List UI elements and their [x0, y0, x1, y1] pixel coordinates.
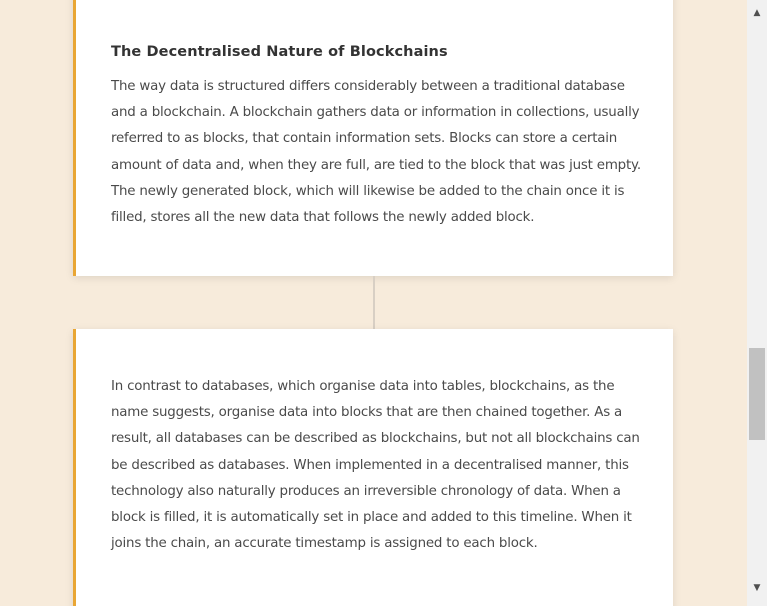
- blockchain-card-1: [73, 0, 673, 276]
- scroll-down-icon[interactable]: ▼: [753, 583, 761, 593]
- vertical-scrollbar[interactable]: [747, 0, 767, 606]
- scrollbar-thumb[interactable]: [749, 348, 765, 440]
- card-body-text: In contrast to databases, which organise data into tables, blockchains, as the name suggests, organise data into blocks that are then chained together. As a result, all databases can be described as blockchains, but not all blockchains can be described as databases. When implemented in a decentralised manner, this technology also naturally produces an irreversible chronology of data. When a block is filled, it is automatically set in place and added to this timeline. When it joins the chain, an accurate timestamp is assigned to each block.: [111, 379, 640, 552]
- card-body-text: The way data is structured differs considerably between a traditional database and a blockchain. A blockchain gathers data or information in collections, usually referred to as blocks, that contain information sets. Blocks can store a certain amount of data and, when they are full, are tied to the block that was just empty. The newly generated block, which will likewise be added to the chain once it is filled, stores all the new data that follows the newly added block.: [111, 79, 641, 226]
- timeline-connector: [373, 276, 375, 329]
- scroll-up-icon[interactable]: ▲: [753, 8, 761, 18]
- blockchain-card-2: [73, 329, 673, 606]
- card-title: The Decentralised Nature of Blockchains: [111, 44, 448, 60]
